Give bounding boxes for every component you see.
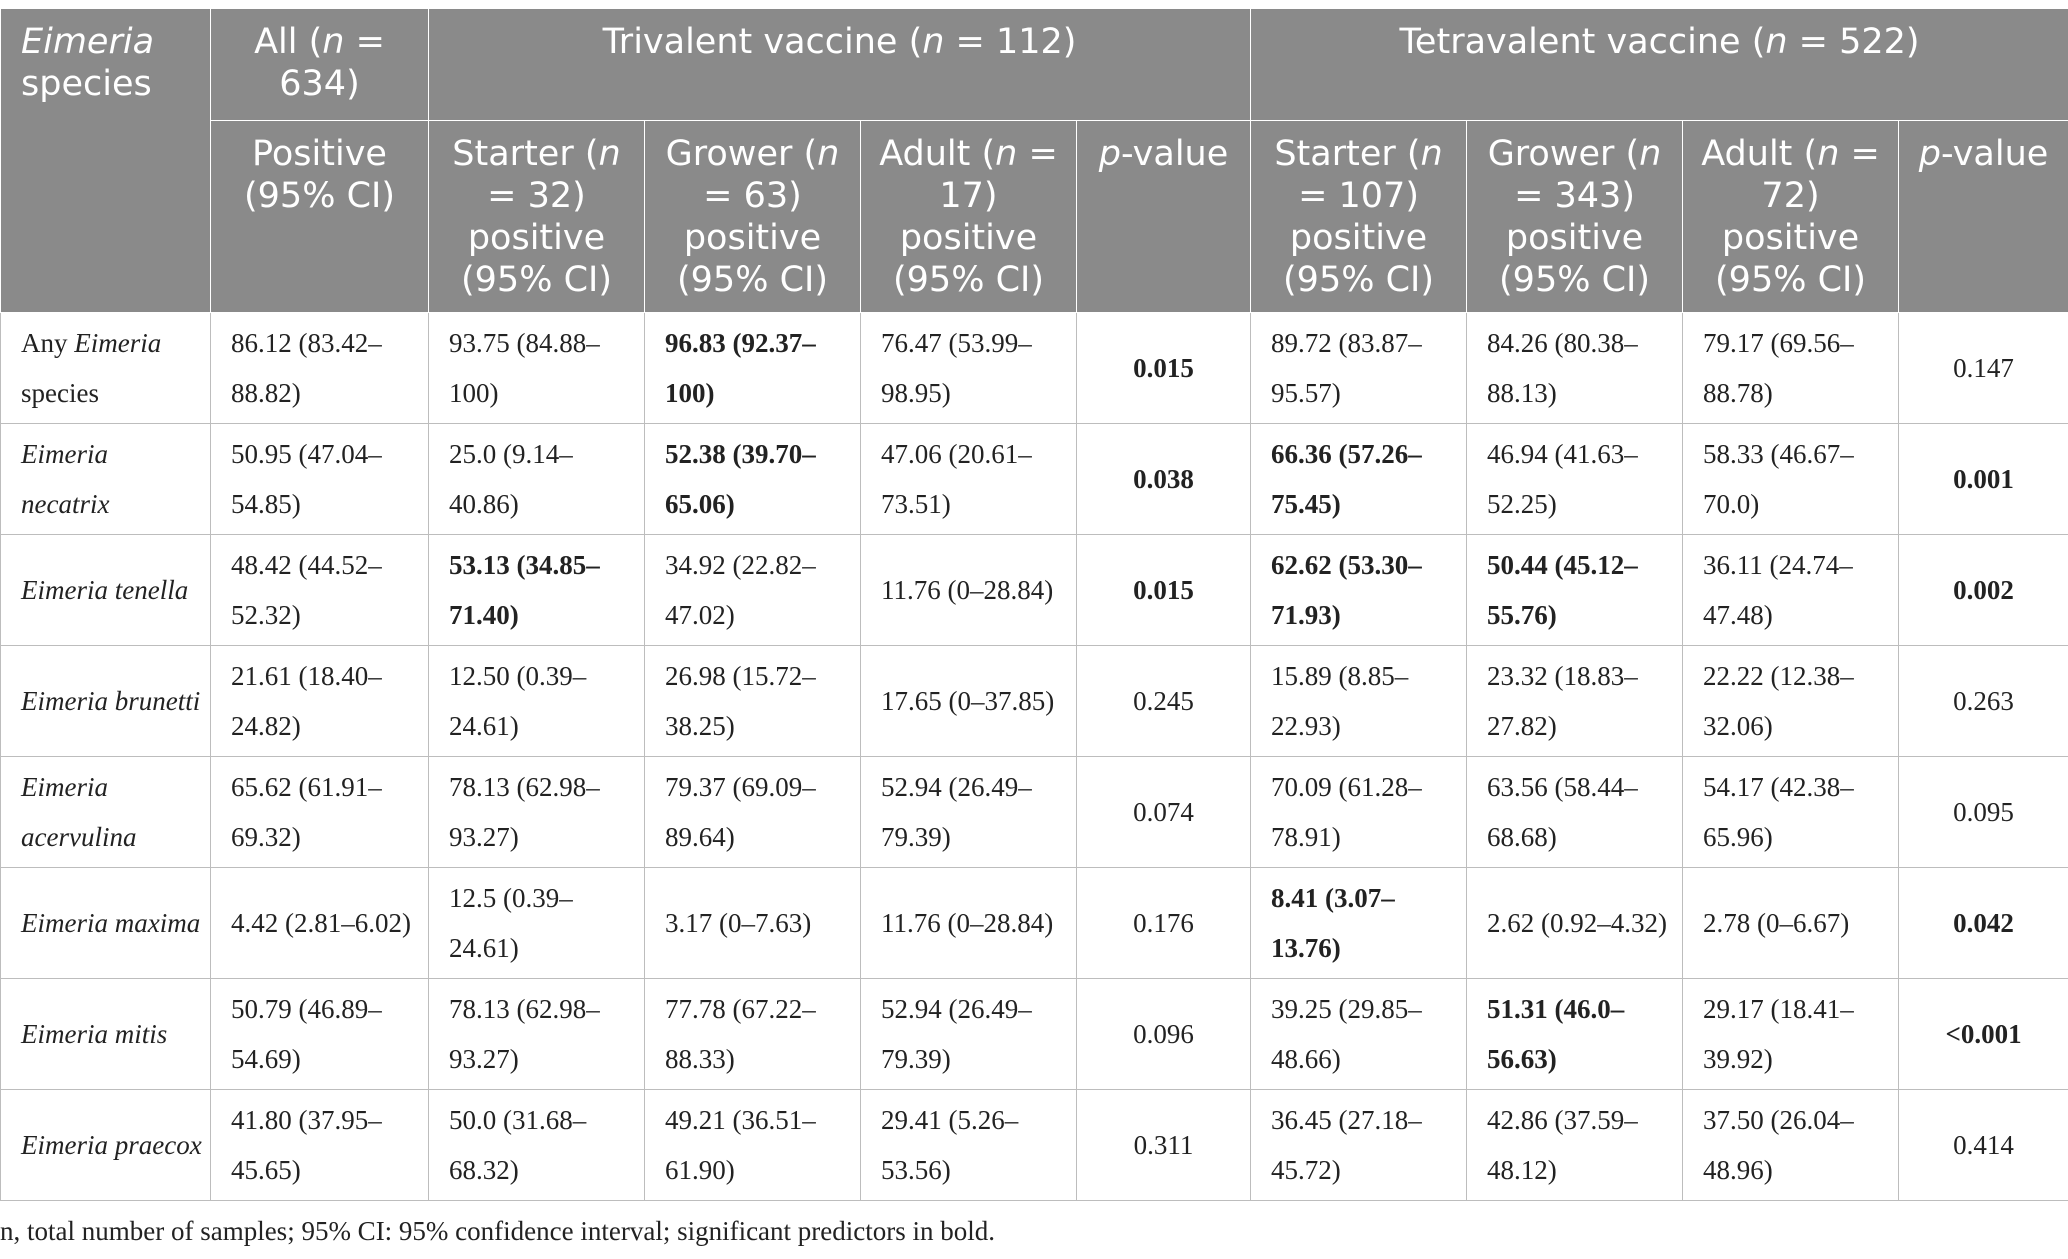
table-header [1,9,2068,313]
table-row [1,424,2068,535]
species-cell: Eimeria mitis [1,979,211,1090]
prevalence-cell: 78.13 (62.98–93.27) [429,757,645,868]
prevalence-cell: 77.78 (67.22–88.33) [645,979,861,1090]
prevalence-cell: 34.92 (22.82–47.02) [645,535,861,646]
prevalence-cell: 23.32 (18.83–27.82) [1467,646,1683,757]
prevalence-cell: 52.94 (26.49–79.39) [861,757,1077,868]
prevalence-cell: 29.41 (5.26–53.56) [861,1090,1077,1201]
p-value-cell: <0.001 [1899,979,2068,1090]
prevalence-cell: 17.65 (0–37.85) [861,646,1077,757]
prevalence-cell: 2.62 (0.92–4.32) [1467,868,1683,979]
prevalence-cell: 50.95 (47.04–54.85) [211,424,429,535]
prevalence-cell: 66.36 (57.26–75.45) [1251,424,1467,535]
species-cell: Eimeria maxima [1,868,211,979]
prevalence-cell: 25.0 (9.14–40.86) [429,424,645,535]
species-cell: Any Eimeria species [1,313,211,424]
col-tetra-p-value: p-value [1899,121,2068,313]
p-value-cell: 0.074 [1077,757,1251,868]
col-tri-adult: Adult (n = 17) positive (95% CI) [861,121,1077,313]
table-row [1,1090,2068,1201]
species-cell: Eimeria tenella [1,535,211,646]
prevalence-cell: 54.17 (42.38–65.96) [1683,757,1899,868]
p-value-cell: 0.311 [1077,1090,1251,1201]
col-tetra-starter: Starter (n = 107) positive (95% CI) [1251,121,1467,313]
all-group-header: All (n = 634) [211,9,429,121]
p-value-cell: 0.001 [1899,424,2068,535]
p-value-cell: 0.042 [1899,868,2068,979]
prevalence-cell: 29.17 (18.41–39.92) [1683,979,1899,1090]
species-cell: Eimeria brunetti [1,646,211,757]
species-cell: Eimeria acervulina [1,757,211,868]
prevalence-cell: 50.79 (46.89–54.69) [211,979,429,1090]
prevalence-cell: 65.62 (61.91–69.32) [211,757,429,868]
tetravalent-group-header: Tetravalent vaccine (n = 522) [1251,9,2068,121]
table-row [1,313,2068,424]
col-tri-starter: Starter (n = 32) positive (95% CI) [429,121,645,313]
col-all-positive: Positive (95% CI) [211,121,429,313]
prevalence-cell: 41.80 (37.95–45.65) [211,1090,429,1201]
prevalence-cell: 52.38 (39.70–65.06) [645,424,861,535]
table-row [1,757,2068,868]
col-tetra-grower: Grower (n = 343) positive (95% CI) [1467,121,1683,313]
p-value-cell: 0.096 [1077,979,1251,1090]
prevalence-cell: 93.75 (84.88–100) [429,313,645,424]
p-value-cell: 0.002 [1899,535,2068,646]
prevalence-cell: 70.09 (61.28–78.91) [1251,757,1467,868]
prevalence-cell: 52.94 (26.49–79.39) [861,979,1077,1090]
trivalent-group-header: Trivalent vaccine (n = 112) [429,9,1251,121]
prevalence-cell: 86.12 (83.42–88.82) [211,313,429,424]
table-row [1,979,2068,1090]
p-value-cell: 0.176 [1077,868,1251,979]
col-tetra-adult: Adult (n = 72) positive (95% CI) [1683,121,1899,313]
p-value-cell: 0.038 [1077,424,1251,535]
prevalence-cell: 79.37 (69.09–89.64) [645,757,861,868]
prevalence-cell: 42.86 (37.59–48.12) [1467,1090,1683,1201]
table-body [1,313,2068,1201]
prevalence-cell: 8.41 (3.07–13.76) [1251,868,1467,979]
prevalence-cell: 51.31 (46.0–56.63) [1467,979,1683,1090]
prevalence-cell: 79.17 (69.56–88.78) [1683,313,1899,424]
p-value-cell: 0.414 [1899,1090,2068,1201]
prevalence-cell: 3.17 (0–7.63) [645,868,861,979]
prevalence-cell: 22.22 (12.38–32.06) [1683,646,1899,757]
p-value-cell: 0.147 [1899,313,2068,424]
prevalence-cell: 12.5 (0.39–24.61) [429,868,645,979]
p-value-cell: 0.015 [1077,313,1251,424]
table-row [1,535,2068,646]
prevalence-cell: 63.56 (58.44–68.68) [1467,757,1683,868]
prevalence-cell: 21.61 (18.40–24.82) [211,646,429,757]
prevalence-cell: 46.94 (41.63–52.25) [1467,424,1683,535]
prevalence-cell: 62.62 (53.30–71.93) [1251,535,1467,646]
prevalence-cell: 39.25 (29.85–48.66) [1251,979,1467,1090]
prevalence-cell: 76.47 (53.99–98.95) [861,313,1077,424]
prevalence-cell: 84.26 (80.38–88.13) [1467,313,1683,424]
prevalence-cell: 12.50 (0.39–24.61) [429,646,645,757]
prevalence-cell: 26.98 (15.72–38.25) [645,646,861,757]
p-value-cell: 0.263 [1899,646,2068,757]
table-footnote: n, total number of samples; 95% CI: 95% confidence interval; significant predictors in bold. [0,1216,996,1246]
prevalence-cell: 47.06 (20.61–73.51) [861,424,1077,535]
prevalence-cell: 37.50 (26.04–48.96) [1683,1090,1899,1201]
species-cell: Eimeria necatrix [1,424,211,535]
prevalence-cell: 89.72 (83.87–95.57) [1251,313,1467,424]
prevalence-cell: 48.42 (44.52–52.32) [211,535,429,646]
p-value-cell: 0.095 [1899,757,2068,868]
prevalence-cell: 2.78 (0–6.67) [1683,868,1899,979]
prevalence-cell: 96.83 (92.37–100) [645,313,861,424]
table-row [1,868,2068,979]
prevalence-cell: 50.44 (45.12–55.76) [1467,535,1683,646]
prevalence-cell: 50.0 (31.68–68.32) [429,1090,645,1201]
prevalence-cell: 4.42 (2.81–6.02) [211,868,429,979]
prevalence-cell: 36.45 (27.18–45.72) [1251,1090,1467,1201]
species-column-header: Eimeria species [1,9,211,313]
prevalence-cell: 15.89 (8.85–22.93) [1251,646,1467,757]
col-tri-grower: Grower (n = 63) positive (95% CI) [645,121,861,313]
prevalence-cell: 11.76 (0–28.84) [861,868,1077,979]
prevalence-cell: 49.21 (36.51–61.90) [645,1090,861,1201]
prevalence-cell: 78.13 (62.98–93.27) [429,979,645,1090]
p-value-cell: 0.015 [1077,535,1251,646]
species-cell: Eimeria praecox [1,1090,211,1201]
prevalence-cell: 58.33 (46.67–70.0) [1683,424,1899,535]
col-tri-p-value: p-value [1077,121,1251,313]
table-row [1,646,2068,757]
p-value-cell: 0.245 [1077,646,1251,757]
prevalence-cell: 53.13 (34.85–71.40) [429,535,645,646]
eimeria-prevalence-table [0,8,2068,1201]
prevalence-cell: 11.76 (0–28.84) [861,535,1077,646]
prevalence-cell: 36.11 (24.74–47.48) [1683,535,1899,646]
